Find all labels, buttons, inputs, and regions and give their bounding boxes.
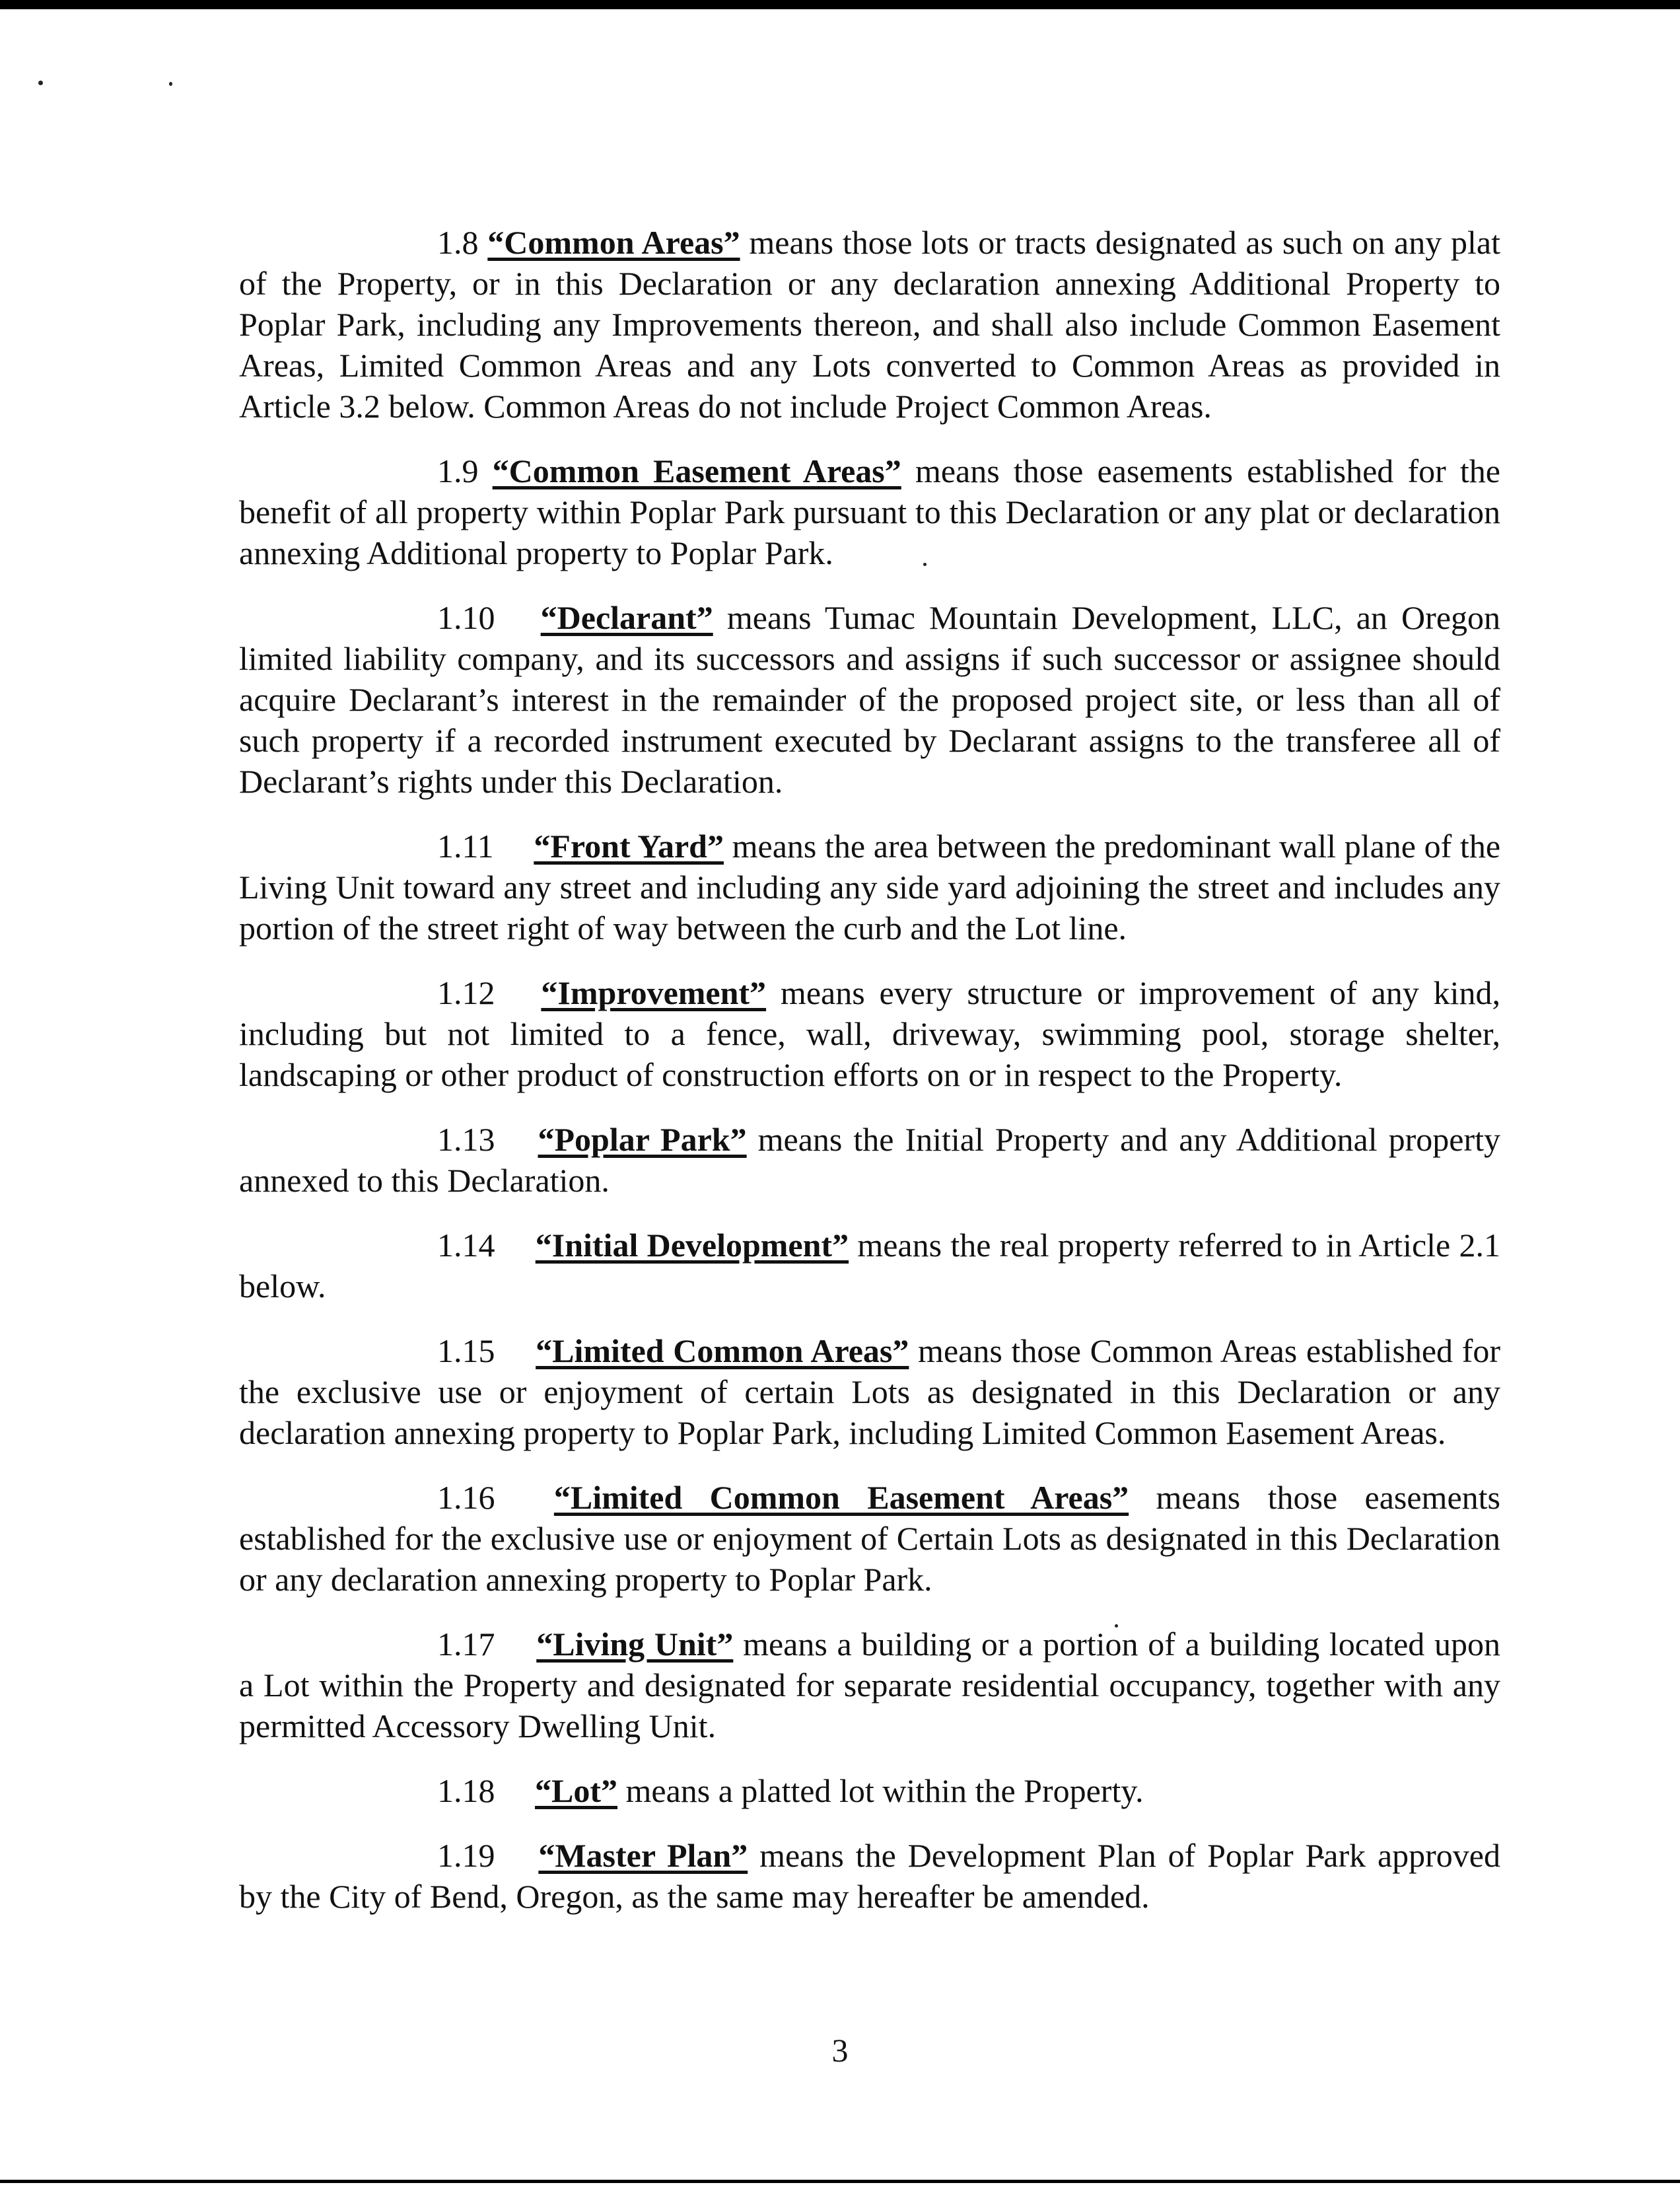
clause-number: 1.9 xyxy=(437,452,479,489)
clause-text: means those Common Areas established for the exclusive use or enjoyment of certain Lots as designated in this Declaration or any declaration annexing property to Poplar Park, including Limited Common Easement Areas. xyxy=(239,1332,1500,1451)
defined-term: “Poplar Park” xyxy=(538,1121,747,1158)
clause-text: means Tumac Mountain Development, LLC, an Oregon limited liability company, and its successors and assigns if such successor or assignee should acquire Declarant’s interest in the remainder of the proposed project site, or less than all of such property if a recorded instrument executed by Declarant assigns to the transferee all of Declarant’s rights under this Declaration. xyxy=(239,599,1501,800)
clause-text: means those easements established for the exclusive use or enjoyment of Certain Lots as designated in this Declaration or any declaration annexing property to Poplar Park. xyxy=(239,1479,1500,1598)
scan-top-edge xyxy=(0,0,1680,9)
scan-speck xyxy=(169,82,172,86)
clause-1-13 xyxy=(239,1119,1500,1201)
defined-term: “Declarant” xyxy=(540,599,713,636)
clause-1-12 xyxy=(239,972,1500,1095)
defined-term: “Lot” xyxy=(535,1772,617,1809)
defined-term: “Improvement” xyxy=(541,974,767,1011)
page-number: 3 xyxy=(831,2032,849,2069)
clause-text: means those lots or tracts designated as such on any plat of the Property, or in this Declaration or any declaration annexing Additional Property to Poplar Park, including any Improvements thereon, and shall also include Common Easement Areas, Limited Common Areas and any Lots converted to Common Areas as provided in Article 3.2 below. Common Areas do not include Project Common Areas. xyxy=(239,224,1501,425)
scan-speck xyxy=(38,81,43,85)
scan-bottom-edge xyxy=(0,2180,1680,2183)
clause-number: 1.19 xyxy=(437,1837,495,1874)
clause-text: means a platted lot within the Property. xyxy=(625,1772,1144,1809)
clause-1-14 xyxy=(239,1225,1500,1307)
clause-number: 1.15 xyxy=(437,1332,495,1369)
clause-text: means the Development Plan of Poplar Park approved by the City of Bend, Oregon, as the same may hereafter be amended. xyxy=(239,1837,1501,1915)
defined-term: “Common Areas” xyxy=(487,224,740,261)
clause-1-11 xyxy=(239,826,1500,949)
document-body xyxy=(239,222,1500,1917)
defined-term: “Front Yard” xyxy=(534,828,724,865)
clause-1-15 xyxy=(239,1330,1500,1453)
clause-1-18 xyxy=(239,1770,1500,1811)
clause-number: 1.13 xyxy=(437,1121,495,1158)
clause-number: 1.18 xyxy=(437,1772,495,1809)
clause-1-16 xyxy=(239,1477,1500,1600)
defined-term: “Limited Common Easement Areas” xyxy=(553,1479,1129,1516)
clause-number: 1.11 xyxy=(437,828,494,865)
defined-term: “Common Easement Areas” xyxy=(492,452,901,489)
clause-text: means the area between the predominant wall plane of the Living Unit toward any street and including any side yard adjoining the street and includes any portion of the street right of way between the curb and the Lot line. xyxy=(239,828,1501,947)
clause-number: 1.10 xyxy=(437,599,495,636)
clause-1-9 xyxy=(239,450,1500,573)
clause-1-8 xyxy=(239,222,1500,427)
clause-number: 1.8 xyxy=(437,224,479,261)
clause-1-19 xyxy=(239,1835,1500,1917)
clause-text: means a building or a portion of a building located upon a Lot within the Property and designated for separate residential occupancy, together with any permitted Accessory Dwelling Unit. xyxy=(239,1626,1500,1744)
clause-number: 1.16 xyxy=(437,1479,495,1516)
clause-1-10 xyxy=(239,597,1500,802)
clause-text: means every structure or improvement of any kind, including but not limited to a fence, wall, driveway, swimming pool, storage shelter, landscaping or other product of construction efforts on or in respect to the Property. xyxy=(239,974,1501,1093)
defined-term: “Living Unit” xyxy=(536,1626,734,1663)
clause-number: 1.17 xyxy=(437,1626,495,1663)
defined-term: “Limited Common Areas” xyxy=(536,1332,909,1369)
clause-1-17 xyxy=(239,1624,1500,1746)
clause-number: 1.14 xyxy=(437,1227,495,1264)
clause-text: means those easements established for the benefit of all property within Poplar Park pursuant to this Declaration or any plat or declaration annexing Additional property to Poplar Park. xyxy=(239,452,1500,571)
clause-text: means the Initial Property and any Additional property annexed to this Declaration. xyxy=(239,1121,1500,1199)
defined-term: “Initial Development” xyxy=(535,1227,849,1264)
clause-number: 1.12 xyxy=(437,974,495,1011)
clause-text: means the real property referred to in Article 2.1 below. xyxy=(239,1227,1500,1305)
defined-term: “Master Plan” xyxy=(538,1837,748,1874)
